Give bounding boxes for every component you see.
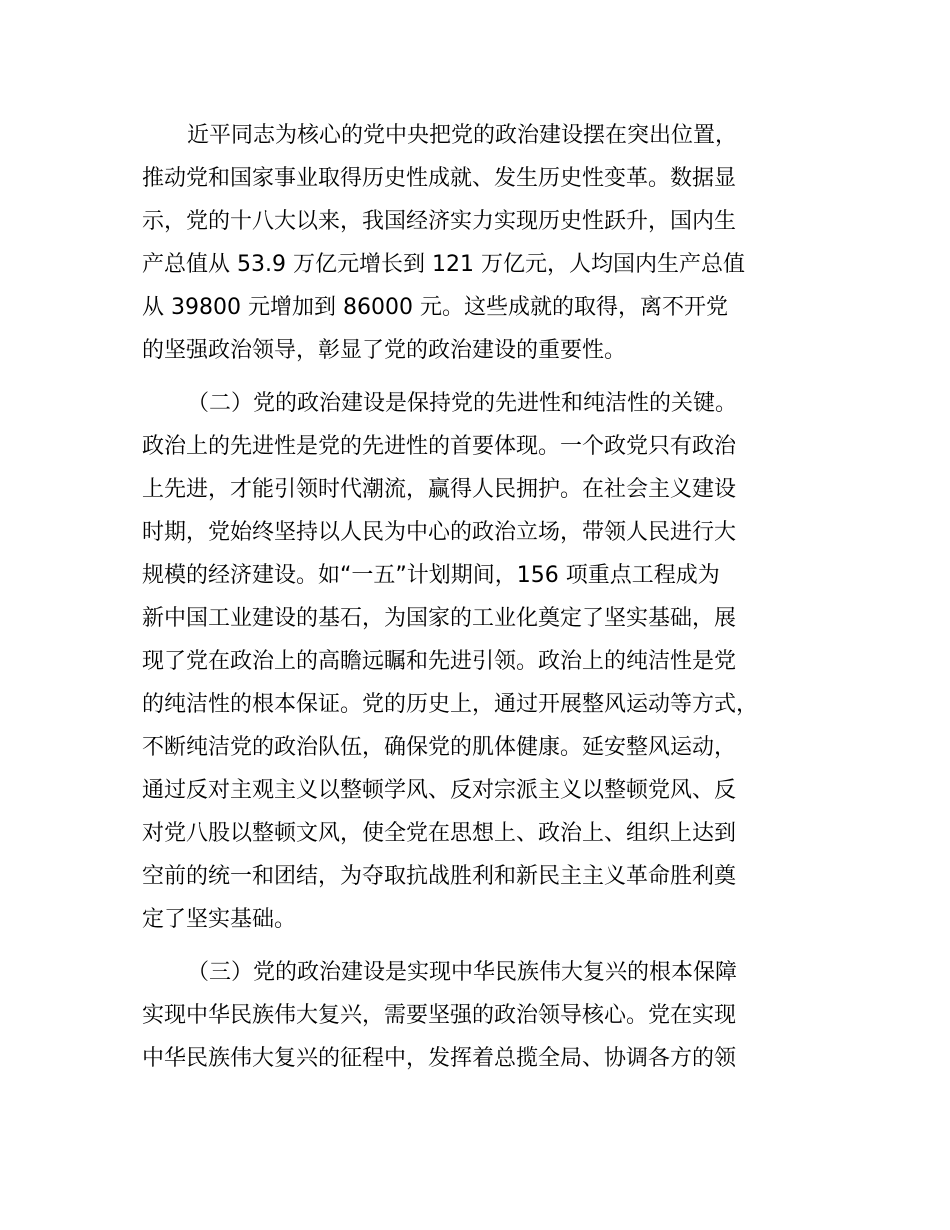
text-line: 空前的统一和团结，为夺取抗战胜利和新民主主义革命胜利奠 [142,864,737,889]
text-line: 不断纯洁党的政治队伍，确保党的肌体健康。延安整风运动， [142,735,737,760]
section-heading-3: （三）党的政治建设是实现中华民族伟大复兴的根本保障 [187,960,738,985]
section-heading-2: （二）党的政治建设是保持党的先进性和纯洁性的关键。 [187,391,738,416]
text-line: 新中国工业建设的基石，为国家的工业化奠定了坚实基础，展 [142,606,737,631]
text-line: 上先进，才能引领时代潮流，赢得人民拥护。在社会主义建设 [142,477,737,502]
text-line: 现了党在政治上的高瞻远瞩和先进引领。政治上的纯洁性是党 [142,649,737,674]
text-line: 示，党的十八大以来，我国经济实力实现历史性跃升，国内生 [142,209,737,234]
text-line: 从 39800 元增加到 86000 元。这些成就的取得，离不开党 [142,295,728,320]
text-line: 定了坚实基础。 [142,907,297,932]
text-line: 近平同志为核心的党中央把党的政治建设摆在突出位置， [187,123,738,148]
text-line: 对党八股以整顿文风，使全党在思想上、政治上、组织上达到 [142,821,737,846]
text-line: 产总值从 53.9 万亿元增长到 121 万亿元，人均国内生产总值 [142,252,745,277]
text-line: 实现中华民族伟大复兴，需要坚强的政治领导核心。党在实现 [142,1003,737,1028]
text-line: 推动党和国家事业取得历史性成就、发生历史性变革。数据显 [142,166,737,191]
text-line: 时期，党始终坚持以人民为中心的政治立场，带领人民进行大 [142,520,737,545]
text-line: 的纯洁性的根本保证。党的历史上，通过开展整风运动等方式， [142,692,759,717]
text-line: 的坚强政治领导，彰显了党的政治建设的重要性。 [142,338,627,363]
text-line: 规模的经济建设。如“一五”计划期间，156 项重点工程成为 [142,563,720,588]
text-line: 政治上的先进性是党的先进性的首要体现。一个政党只有政治 [142,434,737,459]
text-line: 通过反对主观主义以整顿学风、反对宗派主义以整顿党风、反 [142,778,737,803]
text-line: 中华民族伟大复兴的征程中，发挥着总揽全局、协调各方的领 [142,1046,737,1071]
